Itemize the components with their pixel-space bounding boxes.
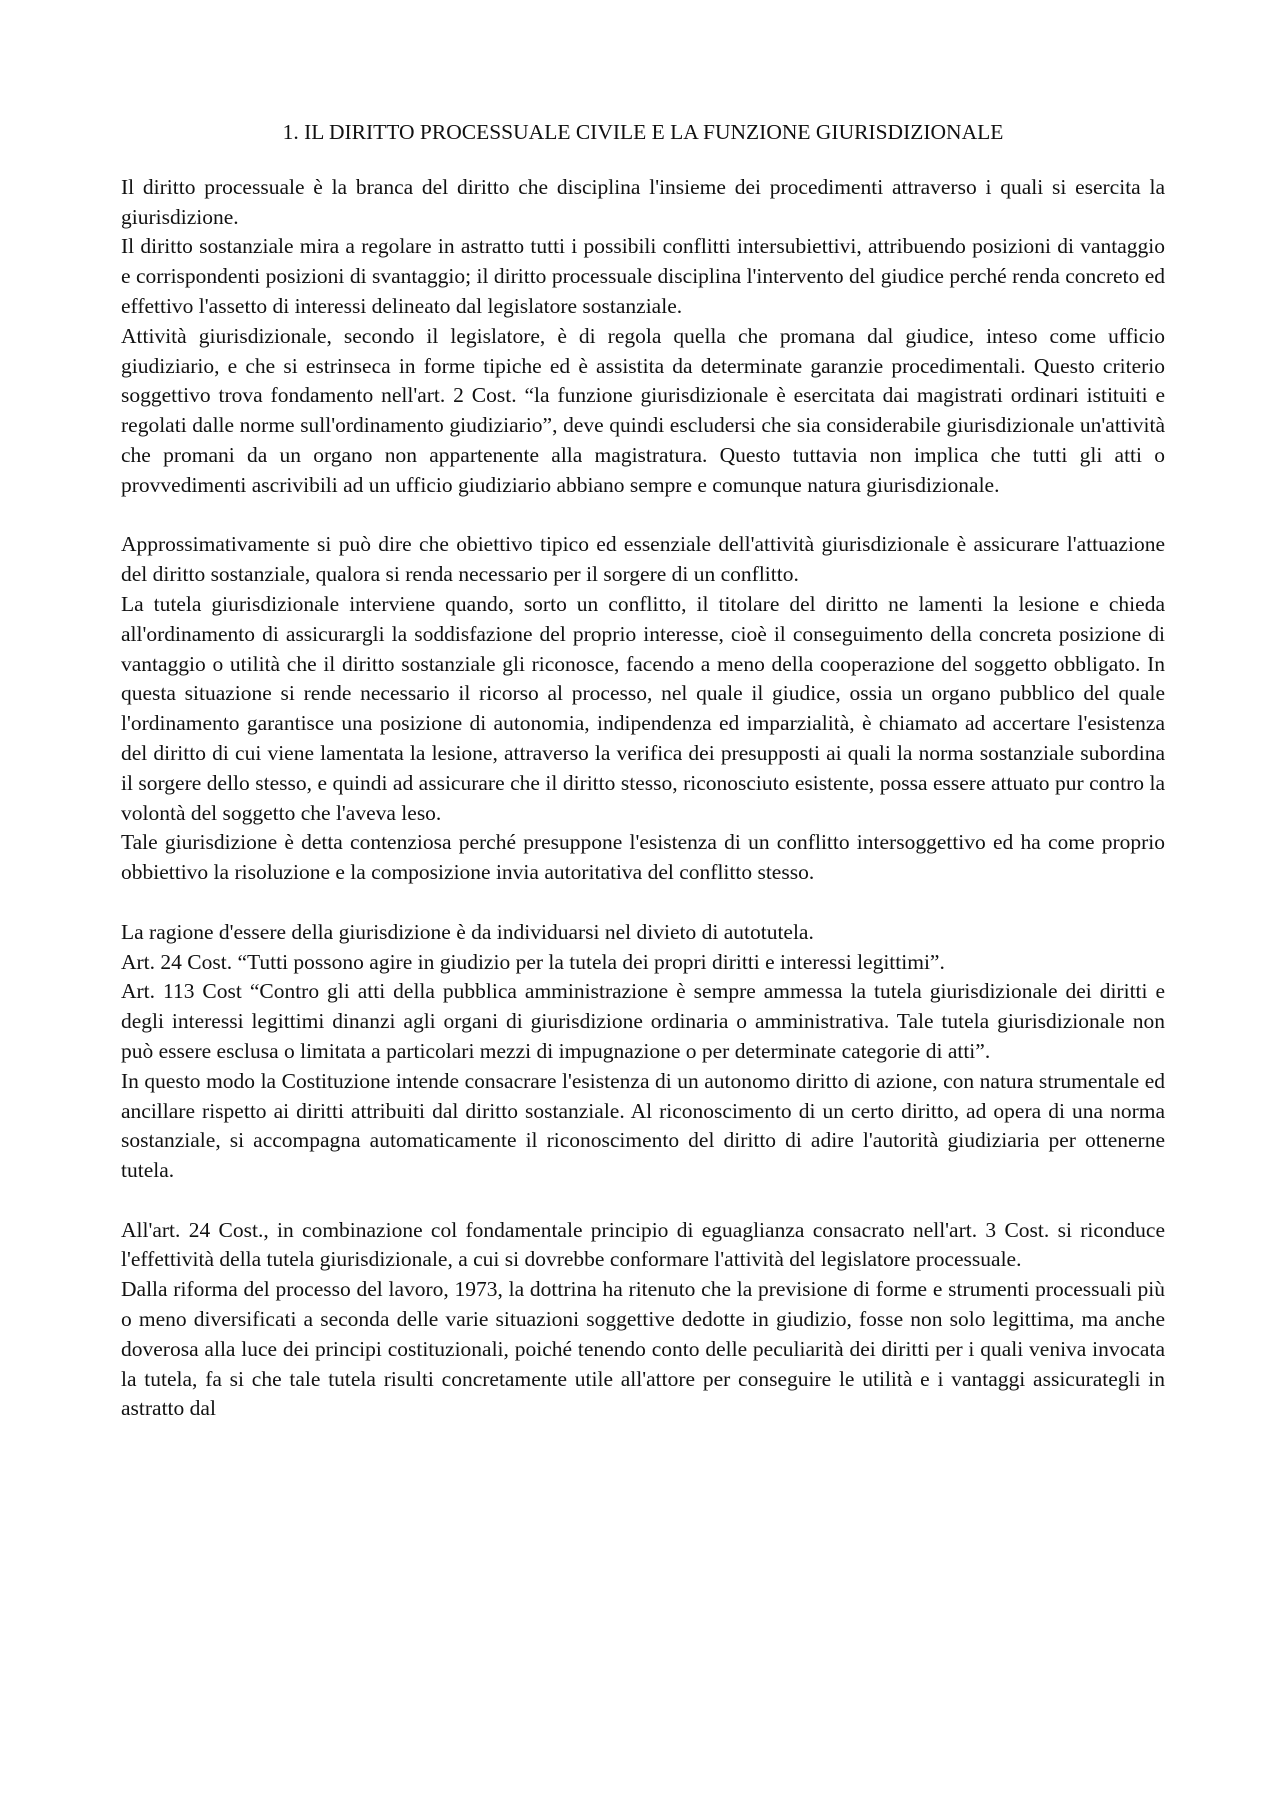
paragraph: Tale giurisdizione è detta contenziosa perché presuppone l'esistenza di un conflitto intersoggettivo ed ha come proprio obbiettivo la risoluzione e la composizione invia autoritativa del conflitto stesso. (121, 830, 1165, 885)
document-title: 1. IL DIRITTO PROCESSUALE CIVILE E LA FUNZIONE GIURISDIZIONALE (282, 120, 1004, 144)
paragraph: Il diritto sostanziale mira a regolare in astratto tutti i possibili conflitti intersubiettivi, attribuendo posizioni di vantaggio e corrispondenti posizioni di svantaggio; il diritto processuale disciplina l'intervento del giudice perché renda concreto ed effettivo l'assetto di interessi delineato dal legislatore sostanziale. (121, 234, 1165, 318)
paragraph-gap (121, 888, 1165, 918)
paragraph: Dalla riforma del processo del lavoro, 1973, la dottrina ha ritenuto che la previsione di forme e strumenti processuali più o meno diversificati a seconda delle varie situazioni soggettive dedotte in giudizio, fosse non solo legittima, ma anche doverosa alla luce dei principi costituzionali, poiché tenendo conto delle peculiarità dei diritti per i quali veniva invocata la tutela, fa si che tale tutela risulti concretamente utile all'attore per conseguire le utilità e i vantaggi assicurategli in astratto dal (121, 1277, 1165, 1421)
paragraph: Art. 113 Cost “Contro gli atti della pubblica amministrazione è sempre ammessa la tutela giurisdizionale dei diritti e degli interessi legittimi dinanzi agli organi di giurisdizione ordinaria o amministrativa. Tale tutela giurisdizionale non può essere esclusa o limitata a particolari mezzi di impugnazione o per determinate categorie di atti”. (121, 979, 1165, 1063)
paragraph: Approssimativamente si può dire che obiettivo tipico ed essenziale dell'attività giurisdizionale è assicurare l'attuazione del diritto sostanziale, qualora si renda necessario per il sorgere di un conflitto. (121, 532, 1165, 587)
paragraph: Attività giurisdizionale, secondo il legislatore, è di regola quella che promana dal giudice, inteso come ufficio giudiziario, e che si estrinseca in forme tipiche ed è assistita da determinate garanzie procedimentali. Questo criterio soggettivo trova fondamento nell'art. 2 Cost. “la funzione giurisdizionale è esercitata dai magistrati ordinari istituiti e regolati dalle norme sull'ordinamento giudiziario”, deve quindi escludersi che sia considerabile giurisdizionale un'attività che promani da un organo non appartenente alla magistratura. Questo tuttavia non implica che tutti gli atti o provvedimenti ascrivibili ad un ufficio giudiziario abbiano sempre e comunque natura giurisdizionale. (121, 323, 1165, 497)
document-page (121, 118, 1165, 1424)
paragraph-gap (121, 1186, 1165, 1216)
paragraph: La tutela giurisdizionale interviene quando, sorto un conflitto, il titolare del diritto ne lamenti la lesione e chieda all'ordinamento di assicurargli la soddisfazione del proprio interesse, cioè il conseguimento della concreta posizione di vantaggio o utilità che il diritto sostanziale gli riconosce, facendo a meno della cooperazione del soggetto obbligato. In questa situazione si rende necessario il ricorso al processo, nel quale il giudice, ossia un organo pubblico del quale l'ordinamento garantisce una posizione di autonomia, indipendenza ed imparzialità, è chiamato ad accertare l'esistenza del diritto di cui viene lamentata la lesione, attraverso la verifica dei presupposti ai quali la norma sostanziale subordina il sorgere dello stesso, e quindi ad assicurare che il diritto stesso, riconosciuto esistente, possa essere attuato pur contro la volontà del soggetto che l'aveva leso. (121, 591, 1165, 825)
paragraph: Il diritto processuale è la branca del diritto che disciplina l'insieme dei procedimenti attraverso i quali si esercita la giurisdizione. (121, 174, 1165, 229)
paragraph: All'art. 24 Cost., in combinazione col fondamentale principio di eguaglianza consacrato nell'art. 3 Cost. si riconduce l'effettività della tutela giurisdizionale, a cui si dovrebbe conformare l'attività del legislatore processuale. (121, 1217, 1165, 1272)
paragraph: Art. 24 Cost. “Tutti possono agire in giudizio per la tutela dei propri diritti e interessi legittimi”. (121, 949, 945, 974)
paragraph-gap (121, 501, 1165, 531)
paragraph: La ragione d'essere della giurisdizione è da individuarsi nel divieto di autotutela. (121, 919, 814, 944)
paragraph: In questo modo la Costituzione intende consacrare l'esistenza di un autonomo diritto di azione, con natura strumentale ed ancillare rispetto ai diritti attribuiti dal diritto sostanziale. Al riconoscimento di un certo diritto, ad opera di una norma sostanziale, si accompagna automaticamente il riconoscimento del diritto di adire l'autorità giudiziaria per ottenerne tutela. (121, 1068, 1165, 1183)
